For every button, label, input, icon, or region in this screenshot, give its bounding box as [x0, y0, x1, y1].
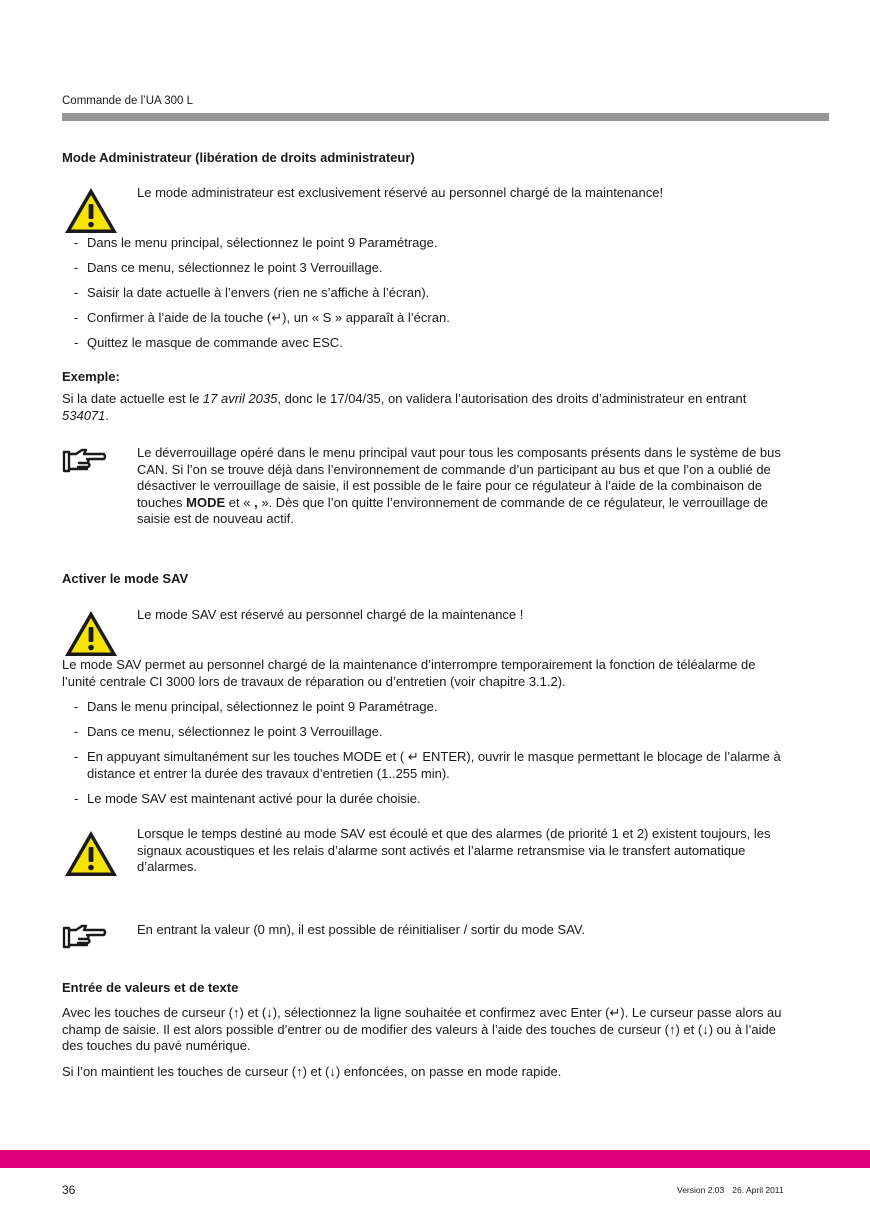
example-text: , donc le 17/04/35, on validera l’autorisation des droits d’administrateur en entrant	[277, 391, 747, 406]
list-item: - Le mode SAV est maintenant activé pour la durée choisie.	[62, 791, 792, 808]
example-paragraph	[62, 391, 792, 424]
header-divider	[62, 113, 829, 121]
list-item: - Dans ce menu, sélectionnez le point 3 Verrouillage.	[62, 724, 792, 741]
section-heading-sav: Activer le mode SAV	[62, 571, 189, 586]
note-key-comma: ,	[254, 494, 258, 510]
values-paragraph-1: Avec les touches de curseur (↑) et (↓), sélectionnez la ligne souhaitée et confirmez avec Enter (↵). Le curseur passe alors au champ de saisie. Il est alors possible d’entrer ou de modifier des valeurs à l’aide des touches de curseur (↑) et (↓) ou à l’aide des touches du pavé numérique.	[62, 1005, 782, 1054]
note-text-admin	[137, 445, 792, 528]
note-key-mode: MODE	[186, 494, 226, 510]
version-info	[677, 1185, 792, 1195]
pointing-hand-icon	[62, 923, 108, 951]
list-item: - En appuyant simultanément sur les touches MODE et ( ↵ ENTER), ouvrir le masque permettant le blocage de l’alarme à distance et entrer la durée des travaux d’entretien (1..255 min).	[62, 749, 792, 782]
warning-triangle-icon	[63, 829, 119, 879]
list-item: - Dans le menu principal, sélectionnez le point 9 Paramétrage.	[62, 235, 792, 252]
footer-accent-bar	[0, 1150, 870, 1168]
example-date: 17 avril 2035	[202, 391, 278, 406]
version-label: Version 2.03	[677, 1185, 725, 1195]
list-item: - Dans le menu principal, sélectionnez le point 9 Paramétrage.	[62, 699, 792, 716]
warning-triangle-icon	[63, 609, 119, 659]
note-text-sav: En entrant la valeur (0 mn), il est possible de réinitialiser / sortir du mode SAV.	[137, 922, 585, 937]
warning-text-sav-expiry: Lorsque le temps destiné au mode SAV est écoulé et que des alarmes (de priorité 1 et 2) existent toujours, les signaux acoustiques et les relais d’alarme sont activés et l’alarme retransmise via le transfert automatique d’alarmes.	[137, 826, 771, 875]
steps-list-admin	[62, 235, 792, 360]
warning-text-admin: Le mode administrateur est exclusivement réservé au personnel chargé de la maintenance!	[137, 185, 664, 200]
section-heading-values: Entrée de valeurs et de texte	[62, 980, 239, 995]
warning-text-sav: Le mode SAV est réservé au personnel chargé de la maintenance !	[137, 607, 524, 622]
list-item: - Saisir la date actuelle à l’envers (rien ne s’affiche à l’écran).	[62, 285, 792, 302]
example-heading: Exemple:	[62, 369, 120, 384]
note-text: et «	[225, 494, 255, 510]
note-text: ». Dès que l’on quitte l’environnement de commande de ce régulateur, le verrouillage de saisie est de nouveau actif.	[137, 494, 768, 527]
version-date: 26. April 2011	[732, 1185, 784, 1195]
header-title: Commande de l’UA 300 L	[62, 95, 194, 107]
sav-intro: Le mode SAV permet au personnel chargé de la maintenance d’interrompre temporairement la fonction de téléalarme de l’unité centrale CI 3000 lors de travaux de réparation ou d’entretien (voir chapitre 3.1.2).	[62, 657, 756, 689]
list-item: - Dans ce menu, sélectionnez le point 3 Verrouillage.	[62, 260, 792, 277]
steps-list-sav	[62, 699, 792, 816]
example-text: Si la date actuelle est le	[62, 391, 203, 406]
note-text: Le déverrouillage opéré dans le menu principal vaut pour tous les composants présents dans le système de bus CAN. Si l’on se trouve déjà dans l’environnement de commande d’un participant au bus et que l’on a oublié de désactiver le verrouillage de saisie, il est possible de le faire pour ce régulateur à l’aide de la combinaison de touches	[137, 445, 781, 510]
section-heading-admin: Mode Administrateur (libération de droits administrateur)	[62, 150, 415, 165]
warning-triangle-icon	[63, 186, 119, 236]
list-item: - Confirmer à l’aide de la touche (↵), un « S » apparaît à l’écran.	[62, 310, 792, 327]
values-paragraph-2: Si l’on maintient les touches de curseur (↑) et (↓) enfoncées, on passe en mode rapide.	[62, 1064, 562, 1079]
example-text: .	[105, 407, 110, 423]
list-item: - Quittez le masque de commande avec ESC.	[62, 335, 792, 352]
pointing-hand-icon	[62, 447, 108, 475]
page-number: 36	[62, 1183, 76, 1197]
example-code: 534071	[62, 407, 106, 423]
